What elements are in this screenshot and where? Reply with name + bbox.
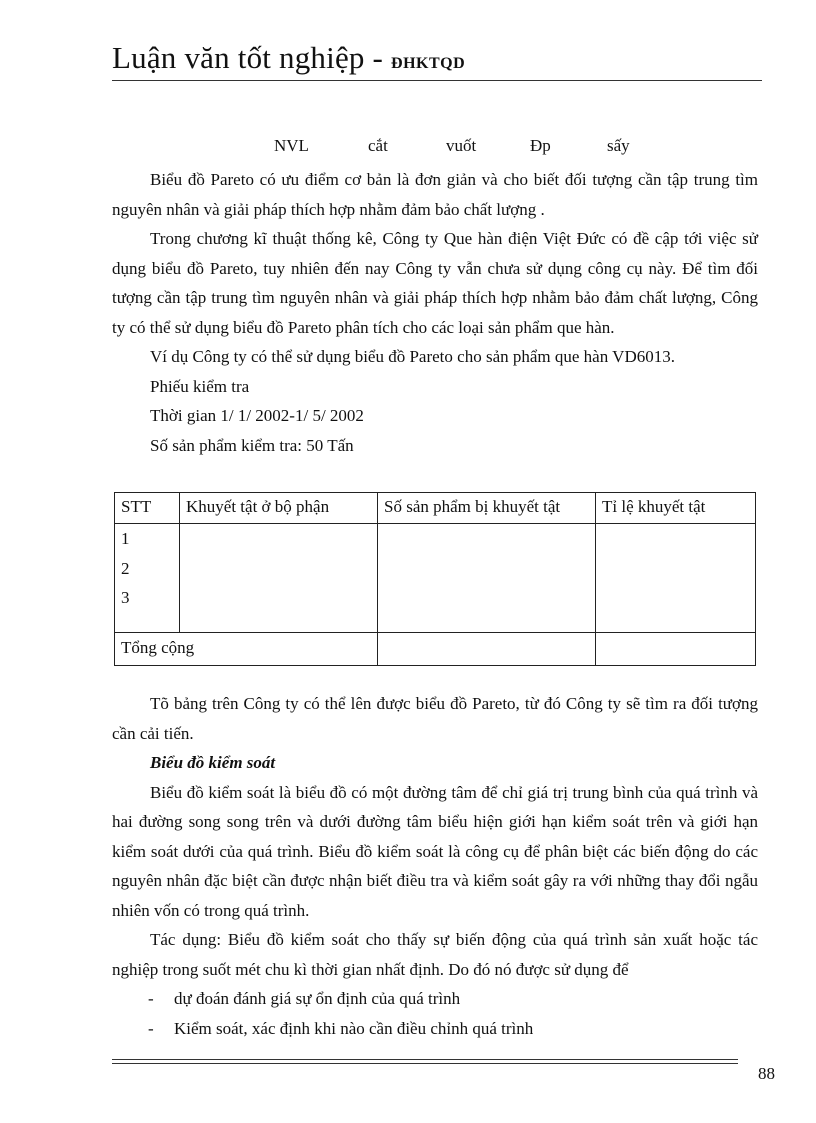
table-header-row [115,493,756,524]
table-total-row [115,633,756,666]
header-rule [112,80,762,81]
label-dp: Đp [530,136,551,155]
column-header: Tỉ lệ khuyết tật [596,493,756,524]
row-number: 3 [121,588,130,607]
running-header [112,40,465,76]
header-separator: - [364,40,392,75]
table-row [115,524,756,633]
list-text: dự đoán đánh giá sự ổn định của quá trình [174,989,461,1008]
paragraph: Thời gian 1/ 1/ 2002-1/ 5/ 2002 [150,406,364,425]
table-cell [596,524,756,633]
footer-rule [112,1059,738,1060]
body-lower [112,689,758,1043]
page-number: 88 [758,1064,775,1083]
table-cell [378,524,596,633]
paragraph: Biểu đồ Pareto có ưu điểm cơ bản là đơn giản và cho biết đối tượng cần tập trung tìm nguyên nhân và giải pháp thích hợp nhằm đảm bảo chất lượng . [112,170,758,219]
body-upper [112,165,758,460]
column-header: Khuyết tật ở bộ phận [180,493,378,524]
column-header: Số sản phẩm bị khuyết tật [378,493,596,524]
label-say: sấy [607,136,630,155]
paragraph: Tác dụng: Biểu đồ kiểm soát cho thấy sự biến động của quá trình sản xuất hoặc tác nghiệp trong suốt mét chu kì thời gian nhất định. Do đó nó được sử dụng để [112,930,758,979]
footer-rule [112,1063,738,1064]
label-nvl: NVL [274,136,309,155]
column-header: STT [115,493,180,524]
table-cell [378,633,596,666]
stt-cell [115,524,180,633]
label-vuot: vuốt [446,136,477,155]
list-text: Kiểm soát, xác định khi nào cần điều chỉnh quá trình [174,1018,534,1038]
list-item [112,1014,758,1044]
list-dash: - [148,1018,154,1038]
paragraph: Biểu đồ kiểm soát là biểu đồ có một đường tâm để chỉ giá trị trung bình của quá trình và hai đường song song trên và dưới đường tâm biểu hiện giới hạn kiểm soát trên và giới hạn kiểm soát dưới của quá trình. Biểu đồ kiểm soát là công cụ để phân biệt các biến động do các nguyên nhân đặc biệt cần được nhận biết điều tra và kiểm soát gây ra với những thay đổi ngẫu nhiên vốn có trong quá trình. [112,782,758,920]
paragraph: Phiếu kiểm tra [150,376,250,396]
list-item [112,984,758,1014]
paragraph: Ví dụ Công ty có thể sử dụng biểu đồ Pareto cho sản phẩm que hàn VD6013. [150,347,675,366]
paragraph: Trong chương kĩ thuật thống kê, Công ty Que hàn điện Việt Đức có đề cập tới việc sử dụng biểu đồ Pareto, tuy nhiên đến nay Công ty vẫn chưa sử dụng công cụ này. Để tìm đối tượng cần tập trung tìm nguyên nhân và giải pháp thích hợp nhằm bảo đảm chất lượng, Công ty có thể sử dụng biểu đồ Pareto phân tích cho các loại sản phẩm que hàn. [112,229,758,337]
paragraph: Tõ bảng trên Công ty có thể lên được biểu đồ Pareto, từ đó Công ty sẽ tìm ra đối tượng cần cải tiến. [112,694,758,743]
table-cell [180,524,378,633]
list-dash: - [148,989,154,1008]
total-label: Tổng cộng [115,633,378,666]
section-heading: Biểu đồ kiểm soát [150,753,276,772]
row-number: 2 [121,558,130,578]
label-cat: cắt [368,136,388,155]
paragraph: Số sản phẩm kiểm tra: 50 Tấn [150,435,354,455]
header-subtitle: ĐHKTQD [391,55,466,72]
table-cell [596,633,756,666]
header-title: Luận văn tốt nghiệp [112,40,365,75]
process-labels [0,136,816,164]
inspection-table [114,492,756,666]
row-number: 1 [121,529,130,548]
